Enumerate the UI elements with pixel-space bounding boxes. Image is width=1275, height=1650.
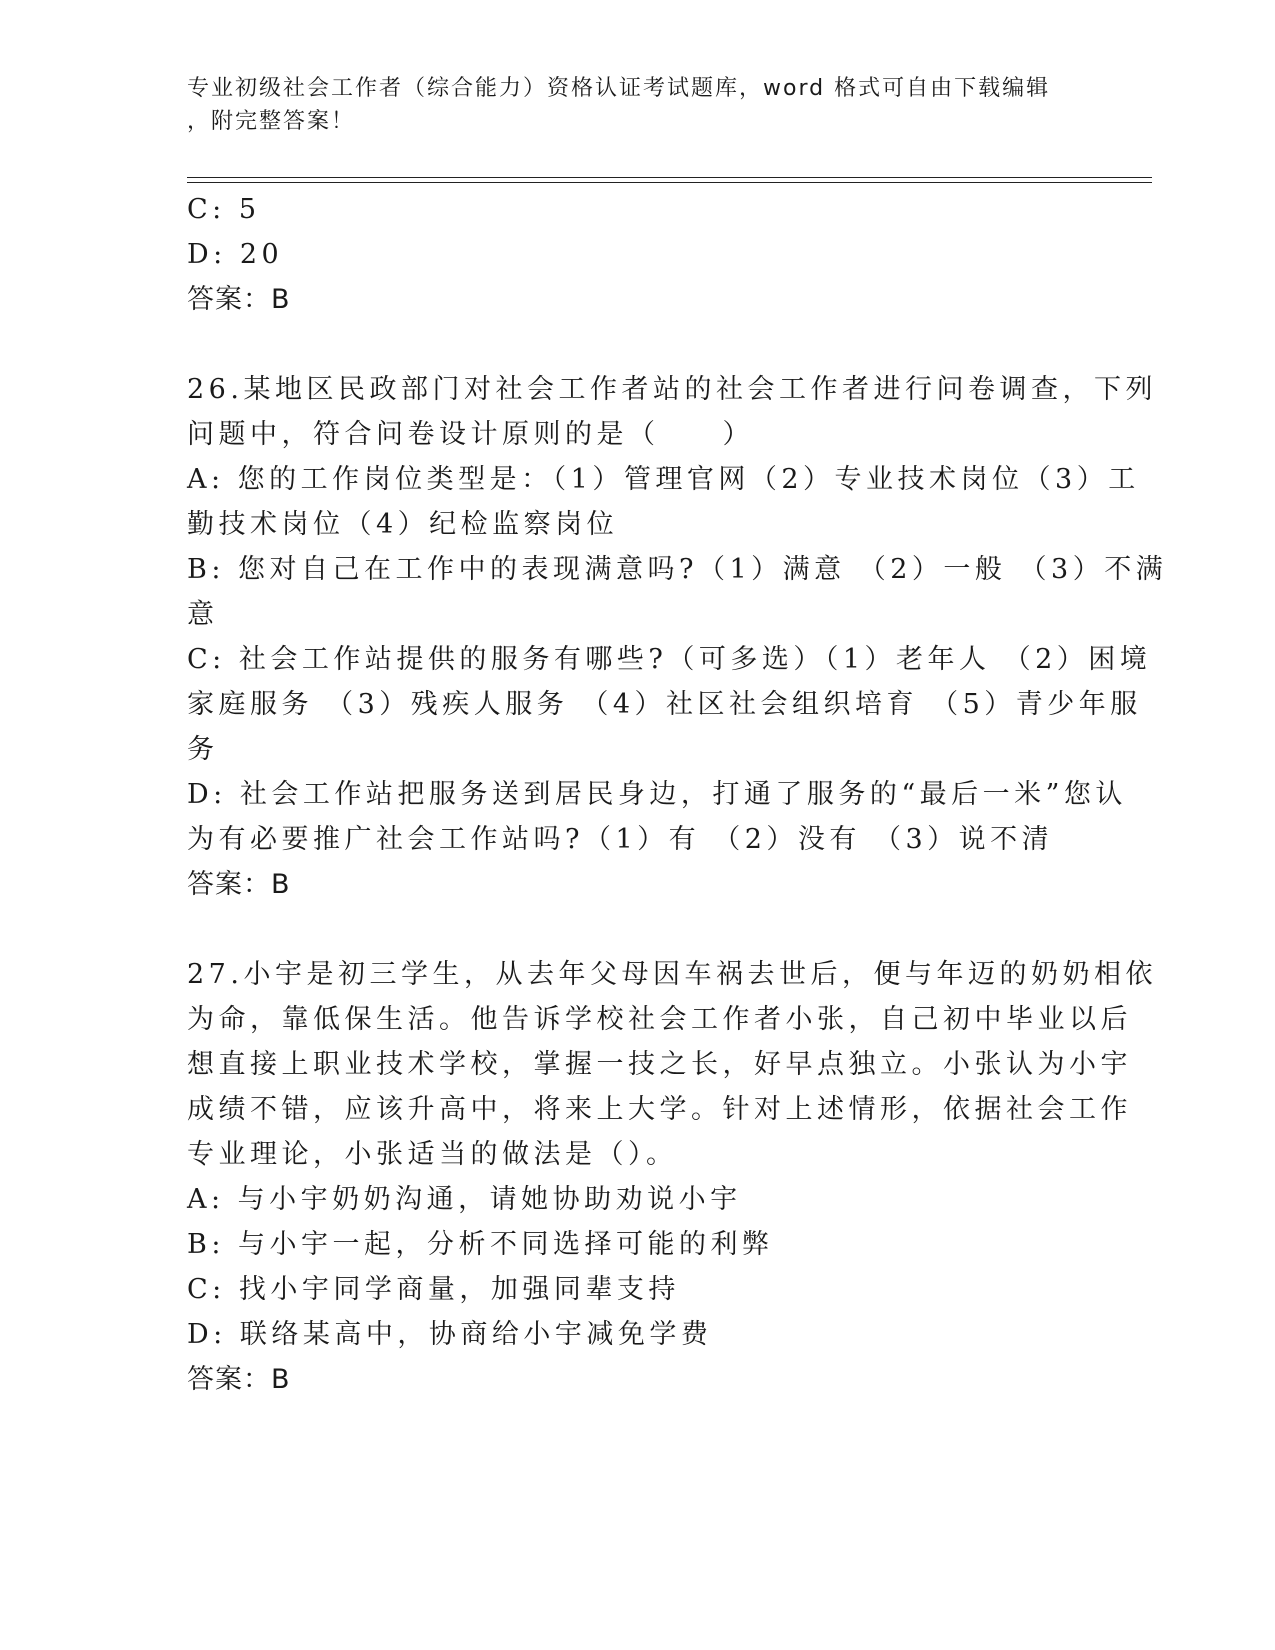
question-content: [187, 187, 1168, 1402]
option-d: D: 20: [187, 239, 284, 270]
option-line: 为有必要推广社会工作站吗?（1）有 （2）没有 （3）说不清: [187, 824, 1054, 855]
answer-line: 答案：B: [187, 1364, 291, 1395]
question-stem-line: 27.小宇是初三学生，从去年父母因车祸去世后，便与年迈的奶奶相依: [187, 959, 1157, 990]
header-rule-top: [187, 177, 1152, 178]
option-line: C: 找小宇同学商量，加强同辈支持: [187, 1274, 680, 1305]
question-stem-line: 想直接上职业技术学校，掌握一技之长，好早点独立。小张认为小宇: [187, 1049, 1132, 1080]
option-line: D: 社会工作站把服务送到居民身边，打通了服务的“最后一米”您认: [187, 779, 1127, 810]
question-stem-line: 26.某地区民政部门对社会工作者站的社会工作者进行问卷调查，下列: [187, 374, 1157, 405]
option-line: A: 您的工作岗位类型是：（1）管理官网（2）专业技术岗位（3）工: [187, 464, 1140, 495]
spacer: [187, 907, 1077, 952]
question-27: [187, 952, 1157, 1402]
answer-line: 答案：B: [187, 284, 291, 315]
header-rule-bottom: [187, 182, 1152, 183]
option-line: A: 与小宇奶奶沟通，请她协助劝说小宇: [187, 1184, 742, 1215]
spacer: [187, 322, 1077, 367]
option-line: 家庭服务 （3）残疾人服务 （4）社区社会组织培育 （5）青少年服: [187, 689, 1142, 720]
option-line: B: 与小宇一起，分析不同选择可能的利弊: [187, 1229, 774, 1260]
option-line: 勤技术岗位（4）纪检监察岗位: [187, 509, 619, 540]
question-stem-line: 专业理论，小张适当的做法是（）。: [187, 1139, 678, 1170]
option-line: C: 社会工作站提供的服务有哪些?（可多选）（1）老年人 （2）困境: [187, 644, 1152, 675]
page-header: 专业初级社会工作者（综合能力）资格认证考试题库，word 格式可自由下载编辑 ，附完整答案！: [187, 76, 1051, 134]
question-stem-line: 为命，靠低保生活。他告诉学校社会工作者小张，自己初中毕业以后: [187, 1004, 1132, 1035]
option-line: B: 您对自己在工作中的表现满意吗?（1）满意 （2）一般 （3）不满: [187, 554, 1168, 585]
option-c: C: 5: [187, 194, 261, 225]
question-stem-line: 问题中，符合问卷设计原则的是（ ）: [187, 419, 754, 450]
option-line: D: 联络某高中，协商给小宇减免学费: [187, 1319, 713, 1350]
answer-line: 答案：B: [187, 869, 291, 900]
option-line: 意: [187, 599, 219, 630]
option-line: 务: [187, 734, 219, 765]
question-stem-line: 成绩不错，应该升高中，将来上大学。针对上述情形，依据社会工作: [187, 1094, 1132, 1125]
question-26: [187, 367, 1168, 907]
